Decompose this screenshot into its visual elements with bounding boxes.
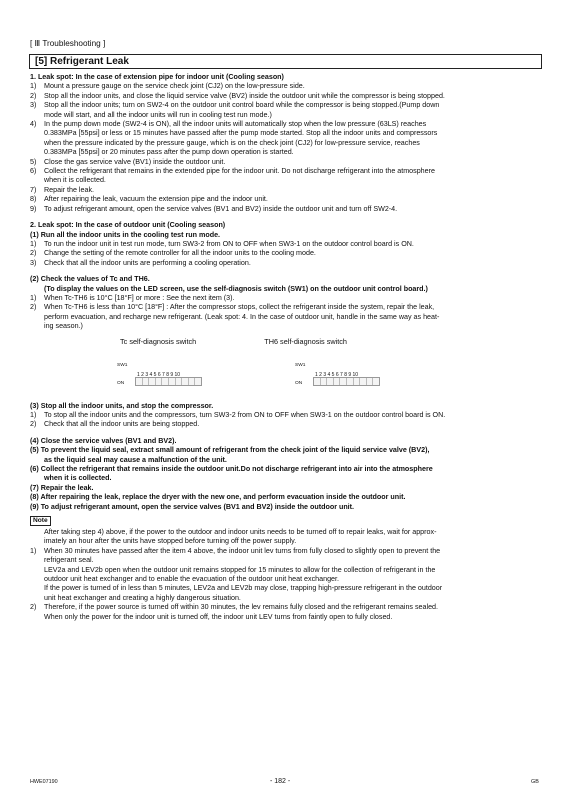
item-line: unit heat exchanger and creating a highly dangerous situation. xyxy=(44,593,241,602)
item-number: 3) xyxy=(30,101,37,110)
item-number: 1) xyxy=(30,239,37,248)
list-item xyxy=(30,186,540,195)
item-line: perform evacuation, and recharge new refrigerant. (Leak spot: 4. In the case of outdoor unit, handle in the same way as heat- xyxy=(44,312,440,321)
item-text xyxy=(44,420,540,429)
sw-name: SW1 xyxy=(295,362,306,368)
item-number: 1) xyxy=(30,82,37,91)
item-text xyxy=(44,259,540,268)
list-item xyxy=(30,547,540,603)
item-line: ing season.) xyxy=(44,322,83,331)
item-line: Close the gas service valve (BV1) inside the outdoor unit. xyxy=(44,157,226,166)
sw-on-label: ON xyxy=(117,380,125,386)
list-item xyxy=(30,303,540,331)
item-number: 6) xyxy=(30,167,37,176)
item-text xyxy=(44,186,540,195)
item-number: 2) xyxy=(30,603,37,612)
note-header xyxy=(30,516,540,526)
item-text xyxy=(44,158,540,167)
item-number: 2) xyxy=(30,303,37,312)
item-line: refrigerant seal. xyxy=(44,556,94,565)
item-line: Stop all the indoor units, and close the liquid service valve (BV2) inside the outdoor unit while the compressor is being stopped. xyxy=(44,91,445,100)
tc-switch-diagram xyxy=(117,355,197,395)
item-line: When Tc-TH6 is less than 10°C [18°F] : After the compressor stops, collect the refrigerant inside the system, repair the leak, xyxy=(44,303,435,312)
note-list xyxy=(30,547,540,622)
item-text xyxy=(44,167,540,186)
sw-numbers: 1 2 3 4 5 6 7 8 9 10 xyxy=(315,371,359,378)
item-line: when the pressure indicated by the pressure gauge, which is on the check joint (CJ2) for low-pressure service, reaches xyxy=(44,138,420,147)
item-text xyxy=(44,120,540,158)
list-item xyxy=(30,158,540,167)
item-text xyxy=(44,82,540,91)
footer-region: GB xyxy=(531,779,539,785)
note-intro-line: After taking step 4) above, if the power to the outdoor and indoor units needs to be turned off to repair leaks, wait for approx- xyxy=(44,528,437,537)
item-line: Mount a pressure gauge on the service check joint (CJ2) on the low-pressure side. xyxy=(44,82,305,91)
s2-sub3-title: (3) Stop all the indoor units, and stop the compressor. xyxy=(30,401,214,410)
sw-numbers: 1 2 3 4 5 6 7 8 9 10 xyxy=(137,371,181,378)
s1-list xyxy=(30,82,540,214)
s2-sub1-list xyxy=(30,240,540,268)
page-header: [ Ⅲ Troubleshooting ] xyxy=(30,39,106,48)
s2-sub2-title2: (To display the values on the LED screen, use the self-diagnosis switch (SW1) on the outdoor unit control board.) xyxy=(44,284,428,293)
section-title: [5] Refrigerant Leak xyxy=(29,54,542,69)
item-text xyxy=(44,92,540,101)
item-line: 0.383MPa [55psi] or less or 15 minutes have passed after the pump mode started. Stop all the indoor units and compressors xyxy=(44,129,438,138)
item-number: 4) xyxy=(30,120,37,129)
item-line: 0.383MPa [55psi] or 20 minutes pass after the pump down operation is started. xyxy=(44,148,294,157)
item-line: Check that all the indoor units are performing a cooling operation. xyxy=(44,258,251,267)
list-item xyxy=(30,603,540,622)
bold-step-line: (8) After repairing the leak, replace the dryer with the new one, and perform evacuation inside the outdoor unit. xyxy=(30,493,406,502)
list-item xyxy=(30,101,540,120)
list-item xyxy=(30,420,540,429)
item-line: Check that all the indoor units are being stopped. xyxy=(44,420,200,429)
footer-page-number: - 182 - xyxy=(270,778,291,785)
item-line: After repairing the leak, vacuum the extension pipe and the indoor unit. xyxy=(44,195,268,204)
sw-on-label: ON xyxy=(295,380,303,386)
item-text xyxy=(44,294,540,303)
item-number: 2) xyxy=(30,91,37,100)
note-intro xyxy=(30,528,540,547)
th6-switch-label: TH6 self-diagnosis switch xyxy=(264,336,347,346)
item-line: Collect the refrigerant that remains in the extended pipe for the indoor unit. Do not discharge refrigerant into the atmosphere xyxy=(44,167,435,176)
item-text xyxy=(44,303,540,331)
item-line: When 30 minutes have passed after the item 4 above, the indoor unit lev turns from fully closed to slightly open to prevent the xyxy=(44,546,441,555)
dip-switch-boxes xyxy=(313,377,380,386)
s2-sub1-title: (1) Run all the indoor units in the cooling test run mode. xyxy=(30,230,221,239)
dip-switch-boxes xyxy=(135,377,202,386)
bold-step-line: as the liquid seal may cause a malfunction of the unit. xyxy=(44,455,227,464)
switch-diagrams xyxy=(30,355,540,395)
item-number: 1) xyxy=(30,293,37,302)
list-item xyxy=(30,249,540,258)
item-line: mode will start, and all the indoor units will run in cooling test run mode.) xyxy=(44,110,272,119)
item-number: 7) xyxy=(30,185,37,194)
item-line: when it is collected. xyxy=(44,176,106,185)
item-text xyxy=(44,195,540,204)
list-item xyxy=(30,167,540,186)
s2-sub2-list xyxy=(30,294,540,332)
item-line: If the power is turned of in less than 5 minutes, LEV2a and LEV2b may close, trapping high-pressure refrigerant in the outdoor xyxy=(44,584,443,593)
item-line: To stop all the indoor units and the compressors, turn SW3-2 from ON to OFF when SW3-1 on the outdoor control board is ON. xyxy=(44,410,446,419)
list-item xyxy=(30,92,540,101)
item-number: 2) xyxy=(30,249,37,258)
bold-step-line: (7) Repair the leak. xyxy=(30,483,94,492)
s2-bold-steps xyxy=(30,437,540,512)
item-text xyxy=(44,240,540,249)
item-line: To adjust refrigerant amount, open the service valves (BV1 and BV2) inside the outdoor unit and turn off SW2-4. xyxy=(44,204,398,213)
item-text xyxy=(44,101,540,120)
bold-step-line: (5) To prevent the liquid seal, extract small amount of refrigerant from the check joint of the liquid service valve (BV2), xyxy=(30,446,430,455)
bold-step-line: (4) Close the service valves (BV1 and BV2). xyxy=(30,436,177,445)
item-number: 2) xyxy=(30,420,37,429)
s2-title: 2. Leak spot: In the case of outdoor unit (Cooling season) xyxy=(30,221,226,230)
list-item xyxy=(30,82,540,91)
sw-name: SW1 xyxy=(117,362,128,368)
item-line: To run the indoor unit in test run mode, turn SW3-2 from ON to OFF when SW3-1 on the outdoor control board is ON. xyxy=(44,239,414,248)
note-intro-line: imately an hour after the units have stopped before turning off the power supply. xyxy=(44,537,297,546)
note-tag: Note xyxy=(30,516,51,526)
item-number: 8) xyxy=(30,195,37,204)
item-line: Stop all the indoor units; turn on SW2-4 on the outdoor unit control board while the compressor is being stopped.(Pump down xyxy=(44,101,440,110)
switch-labels xyxy=(30,337,540,349)
item-text xyxy=(44,603,540,622)
item-line: Repair the leak. xyxy=(44,185,95,194)
item-line: Change the setting of the remote controller for all the indoor units to the cooling mode. xyxy=(44,249,316,258)
list-item xyxy=(30,411,540,420)
list-item xyxy=(30,259,540,268)
list-item xyxy=(30,240,540,249)
item-line: outdoor unit heat exchanger and to enable the evacuation of the outdoor unit heat exchanger. xyxy=(44,575,339,584)
item-line: When only the power for the indoor unit is turned off, the indoor unit LEV turns from faintly open to fully closed. xyxy=(44,612,393,621)
item-number: 3) xyxy=(30,258,37,267)
list-item xyxy=(30,195,540,204)
bold-step-line: (9) To adjust refrigerant amount, open the service valves (BV1 and BV2) inside the outdoor unit. xyxy=(30,502,355,511)
item-text xyxy=(44,249,540,258)
item-text xyxy=(44,205,540,214)
th6-switch-diagram xyxy=(295,355,375,395)
list-item xyxy=(30,120,540,158)
list-item xyxy=(30,205,540,214)
item-number: 1) xyxy=(30,410,37,419)
tc-switch-label: Tc self-diagnosis switch xyxy=(120,336,197,346)
bold-step-line: when it is collected. xyxy=(44,474,112,483)
item-text xyxy=(44,547,540,603)
bold-step-line: (6) Collect the refrigerant that remains inside the outdoor unit.Do not discharge refrigerant into air into the atmosphere xyxy=(30,465,433,473)
item-line: When Tc-TH6 is 10°C [18°F] or more : See the next item (3). xyxy=(44,293,235,302)
content xyxy=(30,73,540,622)
item-line: LEV2a and LEV2b open when the outdoor unit remains stopped for 15 minutes to allow for the collection of refrigerant in the xyxy=(44,565,436,574)
item-line: In the pump down mode (SW2-4 is ON), all the indoor units will automatically stop when the low pressure (63LS) reaches xyxy=(44,120,427,129)
item-text xyxy=(44,411,540,420)
item-number: 1) xyxy=(30,546,37,555)
item-number: 9) xyxy=(30,204,37,213)
list-item xyxy=(30,294,540,303)
s2-sub2-title: (2) Check the values of Tc and TH6. xyxy=(30,275,150,284)
s1-title: 1. Leak spot: In the case of extension pipe for indoor unit (Cooling season) xyxy=(30,73,284,81)
item-line: Therefore, if the power source is turned off within 30 minutes, the lev remains fully closed and the refrigerant remains sealed. xyxy=(44,603,438,612)
item-number: 5) xyxy=(30,157,37,166)
s2-sub3-list xyxy=(30,411,540,430)
footer-doc-code: HWE07190 xyxy=(30,779,58,785)
